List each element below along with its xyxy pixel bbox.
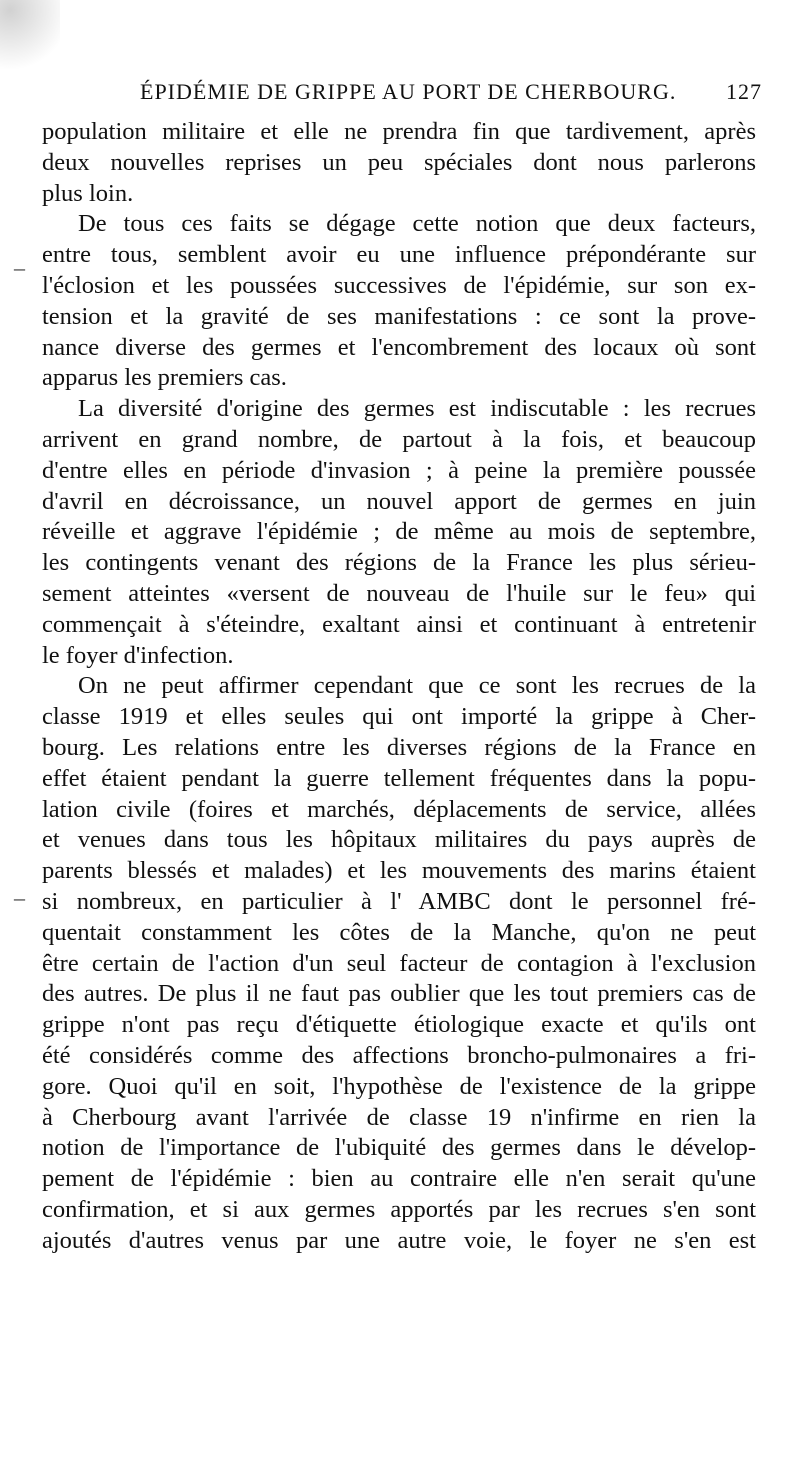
text-line: les contingents venant des régions de la France les plus sérieu- (42, 549, 756, 577)
text-line: d'entre elles en période d'invasion ; à peine la première poussée (42, 456, 756, 484)
body-text (42, 117, 756, 1256)
text-line: être certain de l'action d'un seul facteur de contagion à l'exclusion (42, 949, 756, 977)
text-line: confirmation, et si aux germes apportés par les recrues s'en sont (42, 1195, 756, 1223)
text-line: population militaire et elle ne prendra fin que tardivement, après (42, 118, 756, 145)
text-line: effet étaient pendant la guerre tellement fréquentes dans la popu- (42, 764, 756, 792)
text-line: pement de l'épidémie : bien au contraire elle n'en serait qu'une (42, 1165, 756, 1193)
text-line: des autres. De plus il ne faut pas oublier que les tout premiers cas de (42, 980, 756, 1008)
text-line: arrivent en grand nombre, de partout à la fois, et beaucoup (42, 425, 756, 453)
text-line: entre tous, semblent avoir eu une influence prépondérante sur (42, 241, 756, 269)
text-line: si nombreux, en particulier à l' AMBC dont le personnel fré- (42, 887, 756, 915)
text-line: et venues dans tous les hôpitaux militaires du pays auprès de (42, 826, 756, 854)
text-line: bourg. Les relations entre les diverses régions de la France en (42, 733, 756, 761)
text-line: le foyer d'infection. (42, 641, 234, 669)
text-line: nance diverse des germes et l'encombrement des locaux où sont (42, 333, 756, 361)
text-line: l'éclosion et les poussées successives de l'épidémie, sur son ex- (42, 271, 756, 299)
text-line: notion de l'importance de l'ubiquité des germes dans le dévelop- (42, 1134, 756, 1162)
text-line: De tous ces faits se dégage cette notion que deux facteurs, (78, 210, 756, 238)
text-line: ajoutés d'autres venus par une autre voie, le foyer ne s'en est (42, 1226, 756, 1254)
text-line: La diversité d'origine des germes est indiscutable : les recrues (78, 395, 756, 423)
text-line: quentait constamment les côtes de la Manche, qu'on ne peut (42, 918, 756, 946)
text-line: à Cherbourg avant l'arrivée de classe 19 n'infirme en rien la (42, 1103, 756, 1131)
text-line: gore. Quoi qu'il en soit, l'hypothèse de l'existence de la grippe (42, 1072, 756, 1100)
running-header (140, 72, 762, 112)
text-line: d'avril en décroissance, un nouvel apport de germes en juin (42, 487, 756, 515)
text-line: deux nouvelles reprises un peu spéciales dont nous parlerons (42, 148, 756, 176)
text-line: classe 1919 et elles seules qui ont importé la grippe à Cher- (42, 703, 756, 731)
text-line: grippe n'ont pas reçu d'étiquette étiologique exacte et qu'ils ont (42, 1011, 756, 1039)
text-line: plus loin. (42, 179, 134, 207)
text-line: tension et la gravité de ses manifestations : ce sont la prove- (42, 302, 756, 330)
text-line: été considérés comme des affections broncho-pulmonaires a fri- (42, 1041, 756, 1069)
text-line: réveille et aggrave l'épidémie ; de même au mois de septembre, (42, 518, 756, 546)
text-line: apparus les premiers cas. (42, 364, 287, 392)
scan-edge-shadow (0, 0, 60, 90)
margin-mark: – (14, 885, 25, 910)
text-line: parents blessés et malades) et les mouvements des marins étaient (42, 857, 756, 885)
page-number: 127 (726, 79, 762, 104)
text-line: On ne peut affirmer cependant que ce sont les recrues de la (78, 672, 756, 700)
text-line: lation civile (foires et marchés, déplacements de service, allées (42, 795, 756, 823)
text-line: commençait à s'éteindre, exaltant ainsi et continuant à entretenir (42, 610, 756, 638)
running-title: ÉPIDÉMIE DE GRIPPE AU PORT DE CHERBOURG. (140, 79, 677, 104)
margin-mark: – (14, 255, 25, 280)
text-line: sement atteintes «versent de nouveau de l'huile sur le feu» qui (42, 579, 756, 607)
